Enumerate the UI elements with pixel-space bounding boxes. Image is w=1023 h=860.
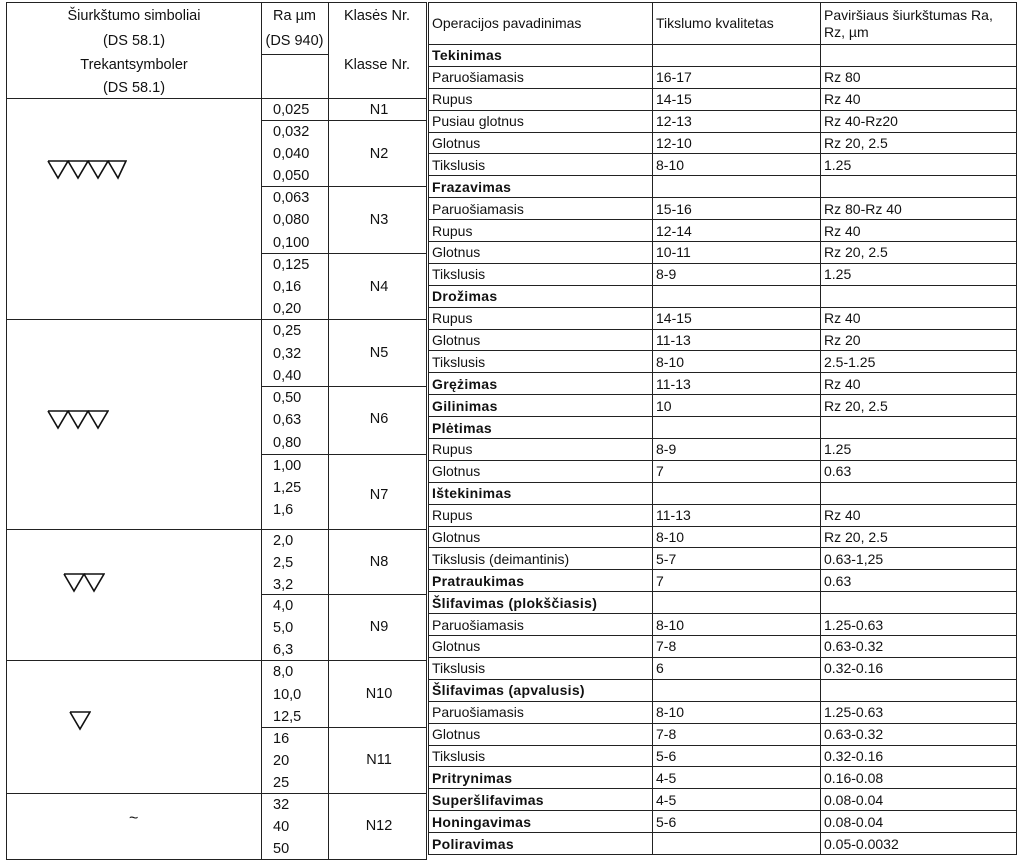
roughness-cell: [821, 417, 1017, 439]
table-row: [429, 614, 1017, 636]
class-number: N1: [369, 102, 389, 118]
operation-cell: Pusiau glotnus: [429, 110, 653, 132]
quality-cell: [653, 482, 821, 504]
table-row: [429, 723, 1017, 745]
roughness-cell: [821, 679, 1017, 701]
class-number: N7: [369, 487, 389, 503]
table-row: [429, 373, 1017, 395]
quality-cell: 12-10: [653, 132, 821, 154]
ra-value: 0,050: [273, 168, 310, 184]
header-class-line2: Klasse Nr.: [343, 57, 411, 73]
table-row: [429, 307, 1017, 329]
tilde-symbol-icon: ~: [129, 810, 139, 827]
operation-cell: Grężimas: [429, 373, 653, 395]
roughness-cell: Rz 80-Rz 40: [821, 198, 1017, 220]
header-quality: Tikslumo kvalitetas: [653, 3, 821, 45]
table-row: [429, 154, 1017, 176]
operation-cell: Glotnus: [429, 242, 653, 264]
ra-value: 40: [273, 819, 290, 835]
quality-cell: 11-13: [653, 373, 821, 395]
class-number: N8: [369, 554, 389, 570]
ra-value: 0,063: [273, 190, 310, 206]
two-triangle-symbol-icon: [63, 571, 105, 593]
operation-cell: Tekinimas: [429, 45, 653, 67]
ra-value: 20: [273, 753, 290, 769]
column-divider: [328, 3, 329, 859]
ra-value: 0,32: [273, 346, 302, 362]
operation-cell: Tikslusis: [429, 351, 653, 373]
roughness-cell: Rz 20, 2.5: [821, 242, 1017, 264]
table-row: [429, 110, 1017, 132]
table-row: [429, 811, 1017, 833]
operation-cell: Rupus: [429, 220, 653, 242]
table-row: [429, 285, 1017, 307]
table-row: [429, 679, 1017, 701]
quality-cell: 10-11: [653, 242, 821, 264]
ra-value: 0,63: [273, 412, 302, 428]
quality-cell: [653, 833, 821, 855]
ra-value: 0,25: [273, 323, 302, 339]
ra-value: 50: [273, 841, 290, 857]
operation-cell: Glotnus: [429, 636, 653, 658]
roughness-cell: 1.25-0.63: [821, 614, 1017, 636]
quality-cell: 4-5: [653, 767, 821, 789]
table-row: [429, 745, 1017, 767]
class-number: N3: [369, 212, 389, 228]
table-row: [429, 789, 1017, 811]
roughness-cell: [821, 592, 1017, 614]
ra-value: 0,032: [273, 124, 310, 140]
operations-table: [428, 2, 1017, 855]
class-number: N11: [366, 752, 392, 768]
quality-cell: 14-15: [653, 88, 821, 110]
quality-cell: 8-10: [653, 154, 821, 176]
header-operation: Operacijos pavadinimas: [429, 3, 653, 45]
operation-cell: Gilinimas: [429, 395, 653, 417]
table-row: [429, 592, 1017, 614]
quality-cell: 8-10: [653, 614, 821, 636]
table-row: [429, 570, 1017, 592]
quality-cell: 12-13: [653, 110, 821, 132]
operation-cell: Tikslusis: [429, 263, 653, 285]
roughness-cell: 0.16-0.08: [821, 767, 1017, 789]
class-number: N9: [369, 619, 389, 635]
quality-cell: 7-8: [653, 723, 821, 745]
table-row: [429, 263, 1017, 285]
table-row: [429, 132, 1017, 154]
table-row: [429, 417, 1017, 439]
roughness-cell: Rz 20, 2.5: [821, 132, 1017, 154]
class-number: N12: [365, 818, 393, 834]
quality-cell: 8-9: [653, 263, 821, 285]
operation-cell: Frazavimas: [429, 176, 653, 198]
operation-cell: Tikslusis: [429, 657, 653, 679]
one-triangle-symbol-icon: [69, 709, 91, 731]
operation-cell: Paruošiamasis: [429, 198, 653, 220]
operation-cell: Rupus: [429, 504, 653, 526]
roughness-cell: 1.25: [821, 439, 1017, 461]
ra-value: 3,2: [273, 577, 294, 593]
three-triangle-symbol-icon: [47, 408, 109, 430]
table-row: [429, 242, 1017, 264]
roughness-cell: 0.63: [821, 460, 1017, 482]
quality-cell: 6: [653, 657, 821, 679]
roughness-cell: 0.32-0.16: [821, 657, 1017, 679]
table-row: [429, 351, 1017, 373]
table-row: [429, 45, 1017, 67]
table-row: [429, 548, 1017, 570]
quality-cell: [653, 592, 821, 614]
quality-cell: 15-16: [653, 198, 821, 220]
operation-cell: Paruošiamasis: [429, 614, 653, 636]
table-row: [429, 220, 1017, 242]
operation-cell: Tikslusis (deimantinis): [429, 548, 653, 570]
operation-cell: Šlifavimas (plokščiasis): [429, 592, 653, 614]
header-ra-line1: Ra µm: [273, 8, 316, 24]
operation-cell: Glotnus: [429, 526, 653, 548]
header-ra-line2: (DS 940): [265, 33, 324, 49]
table-row: [429, 482, 1017, 504]
roughness-cell: Rz 20: [821, 329, 1017, 351]
ra-value: 2,5: [273, 555, 294, 571]
quality-cell: 5-6: [653, 745, 821, 767]
class-number: N5: [369, 345, 389, 361]
operation-cell: Rupus: [429, 439, 653, 461]
ra-value: 10,0: [273, 687, 302, 703]
ra-value: 0,50: [273, 390, 302, 406]
quality-cell: 12-14: [653, 220, 821, 242]
operation-cell: Rupus: [429, 307, 653, 329]
operation-cell: Šlifavimas (apvalusis): [429, 679, 653, 701]
roughness-symbol-table: [6, 2, 427, 860]
table-row: [429, 767, 1017, 789]
quality-cell: 11-13: [653, 504, 821, 526]
table-header-row: [429, 3, 1017, 45]
header-symbols-line4: (DS 58.1): [102, 80, 166, 96]
header-symbols-line1: Šiurkštumo simboliai: [67, 8, 201, 24]
table-row: [429, 657, 1017, 679]
roughness-cell: [821, 45, 1017, 67]
operation-cell: Poliravimas: [429, 833, 653, 855]
ra-value: 32: [273, 797, 290, 813]
quality-cell: 7-8: [653, 636, 821, 658]
operation-cell: Paruošiamasis: [429, 66, 653, 88]
roughness-cell: [821, 285, 1017, 307]
roughness-cell: [821, 176, 1017, 198]
roughness-cell: Rz 20, 2.5: [821, 395, 1017, 417]
class-number: N4: [369, 279, 389, 295]
quality-cell: [653, 45, 821, 67]
roughness-cell: Rz 40: [821, 88, 1017, 110]
ra-value: 0,080: [273, 212, 310, 228]
ra-value: 6,3: [273, 642, 294, 658]
ra-value: 0,80: [273, 435, 302, 451]
table-row: [429, 439, 1017, 461]
operation-cell: Superšlifavimas: [429, 789, 653, 811]
roughness-cell: Rz 40: [821, 373, 1017, 395]
quality-cell: 7: [653, 570, 821, 592]
table-row: [429, 504, 1017, 526]
ra-value: 4,0: [273, 598, 294, 614]
roughness-cell: 1.25: [821, 263, 1017, 285]
roughness-cell: 0.32-0.16: [821, 745, 1017, 767]
quality-cell: 8-10: [653, 351, 821, 373]
group-divider: [7, 793, 426, 794]
operation-cell: Plėtimas: [429, 417, 653, 439]
ra-value: 8,0: [273, 664, 294, 680]
table-row: [429, 833, 1017, 855]
quality-cell: 14-15: [653, 307, 821, 329]
roughness-cell: 0.63-0.32: [821, 723, 1017, 745]
row-divider: [261, 54, 328, 55]
roughness-cell: 0.63-1,25: [821, 548, 1017, 570]
table-row: [429, 701, 1017, 723]
quality-cell: 7: [653, 460, 821, 482]
quality-cell: 5-7: [653, 548, 821, 570]
table-row: [429, 460, 1017, 482]
quality-cell: [653, 679, 821, 701]
four-triangle-symbol-icon: [47, 158, 127, 180]
quality-cell: 4-5: [653, 789, 821, 811]
table-row: [429, 526, 1017, 548]
class-number: N2: [369, 146, 389, 162]
roughness-cell: Rz 40-Rz20: [821, 110, 1017, 132]
ra-value: 1,00: [273, 458, 302, 474]
roughness-cell: Rz 20, 2.5: [821, 526, 1017, 548]
roughness-cell: 0.63-0.32: [821, 636, 1017, 658]
operation-cell: Glotnus: [429, 132, 653, 154]
quality-cell: 16-17: [653, 66, 821, 88]
roughness-cell: 1.25-0.63: [821, 701, 1017, 723]
operation-cell: Glotnus: [429, 329, 653, 351]
roughness-cell: 0.63: [821, 570, 1017, 592]
quality-cell: 5-6: [653, 811, 821, 833]
operation-cell: Honingavimas: [429, 811, 653, 833]
ra-value: 12,5: [273, 709, 302, 725]
table-row: [429, 88, 1017, 110]
ra-value: 0,025: [273, 102, 310, 118]
operation-cell: Paruošiamasis: [429, 701, 653, 723]
table-row: [429, 176, 1017, 198]
quality-cell: 10: [653, 395, 821, 417]
quality-cell: 8-10: [653, 701, 821, 723]
ra-value: 2,0: [273, 533, 294, 549]
roughness-cell: Rz 40: [821, 504, 1017, 526]
operation-cell: Ištekinimas: [429, 482, 653, 504]
group-divider: [7, 319, 426, 320]
operation-cell: Rupus: [429, 88, 653, 110]
ra-value: 1,25: [273, 480, 302, 496]
table-row: [429, 66, 1017, 88]
roughness-cell: 0.05-0.0032: [821, 833, 1017, 855]
ra-value: 0,20: [273, 301, 302, 317]
roughness-cell: [821, 482, 1017, 504]
quality-cell: 8-10: [653, 526, 821, 548]
quality-cell: [653, 285, 821, 307]
roughness-cell: Rz 40: [821, 220, 1017, 242]
header-class-line1: Klasės Nr.: [343, 8, 411, 24]
header-roughness: Paviršiaus šiurkštumas Ra, Rz, µm: [821, 3, 1017, 45]
ra-value: 0,125: [273, 257, 310, 273]
roughness-cell: 0.08-0.04: [821, 811, 1017, 833]
group-divider: [7, 660, 426, 661]
table-row: [429, 395, 1017, 417]
ra-value: 1,6: [273, 502, 294, 518]
class-number: N10: [365, 686, 393, 702]
class-number: N6: [369, 411, 389, 427]
quality-cell: 11-13: [653, 329, 821, 351]
ra-value: 16: [273, 731, 290, 747]
column-divider: [261, 3, 262, 859]
ra-value: 0,40: [273, 368, 302, 384]
ra-value: 0,100: [273, 235, 310, 251]
header-symbols-line2: (DS 58.1): [102, 33, 166, 49]
operation-cell: Tikslusis: [429, 745, 653, 767]
quality-cell: 8-9: [653, 439, 821, 461]
ra-value: 0,16: [273, 279, 302, 295]
operation-cell: Pritrynimas: [429, 767, 653, 789]
operation-cell: Glotnus: [429, 460, 653, 482]
roughness-cell: Rz 80: [821, 66, 1017, 88]
table-row: [429, 636, 1017, 658]
quality-cell: [653, 417, 821, 439]
table-row: [429, 329, 1017, 351]
roughness-cell: 1.25: [821, 154, 1017, 176]
ra-value: 0,040: [273, 146, 310, 162]
roughness-cell: Rz 40: [821, 307, 1017, 329]
ra-value: 5,0: [273, 620, 294, 636]
table-row: [429, 198, 1017, 220]
roughness-cell: 0.08-0.04: [821, 789, 1017, 811]
quality-cell: [653, 176, 821, 198]
operation-cell: Tikslusis: [429, 154, 653, 176]
operation-cell: Drožimas: [429, 285, 653, 307]
operation-cell: Glotnus: [429, 723, 653, 745]
operation-cell: Pratraukimas: [429, 570, 653, 592]
group-divider: [7, 529, 426, 530]
ra-value: 25: [273, 775, 290, 791]
header-symbols-line3: Trekantsymboler: [80, 57, 188, 73]
roughness-cell: 2.5-1.25: [821, 351, 1017, 373]
